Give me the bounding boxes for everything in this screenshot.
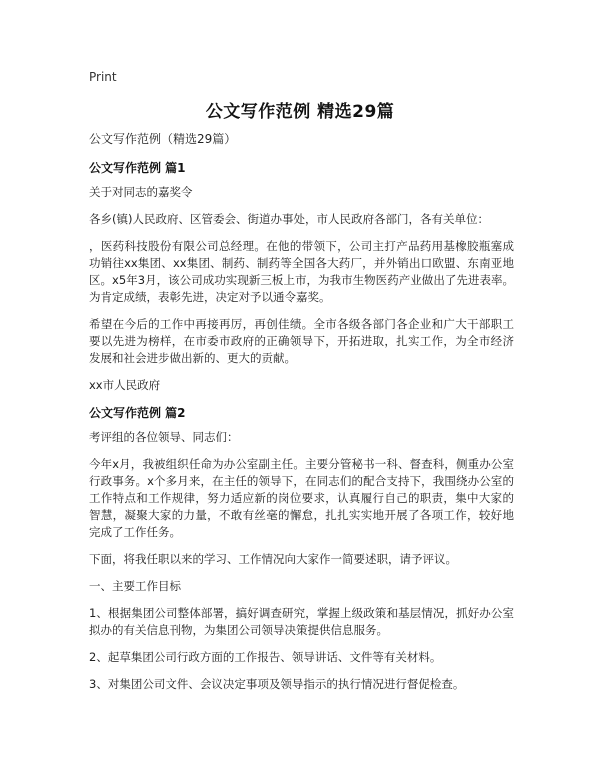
paragraph: 下面，将我任职以来的学习、工作情况向大家作一简要述职，请予评议。 bbox=[89, 552, 457, 566]
paragraph: xx市人民政府 bbox=[89, 378, 161, 392]
paragraph: 各乡(镇)人民政府、区管委会、街道办事处，市人民政府各部门，各有关单位： bbox=[89, 212, 489, 226]
paragraph: 希望在今后的工作中再接再厉，再创佳绩。全市各级各部门各企业和广大干部职工要以先进为榜样，在市委市政府的正确领导下，开拓进取，扎实工作，为全市经济发展和社会进步做出新的、更大的贡献。 bbox=[89, 317, 514, 365]
document-body bbox=[89, 130, 514, 703]
paragraph: 今年x月，我被组织任命为办公室副主任。主要分管秘书一科、督查科，侧重办公室行政事务。x个多月来，在主任的领导下，在同志们的配合支持下，我围绕办公室的工作特点和工作规律，努力适应新的岗位要求，认真履行自己的职责，集中大家的智慧，凝聚大家的力量，不敢有丝毫的懈怠，扎扎实实地开展了各项工作，较好地完成了工作任务。 bbox=[89, 457, 514, 539]
print-label[interactable]: Print bbox=[89, 70, 117, 84]
paragraph: ，医药科技股份有限公司总经理。在他的带领下，公司主打产品药用基橡胶瓶塞成功销往xx集团、xx集团、制药、制药等全国各大药厂，并外销出口欧盟、东南亚地区。x5年3月，该公司成功实现新三板上市，为我市生物医药产业做出了先进表率。为肯定成绩，表彰先进，决定对予以通令嘉奖。 bbox=[89, 239, 514, 304]
paragraph: 2、起草集团公司行政方面的工作报告、领导讲话、文件等有关材料。 bbox=[89, 650, 442, 664]
document-subtitle: 公文写作范例（精选29篇） bbox=[89, 132, 237, 146]
document-title: 公文写作范例 精选29篇 bbox=[205, 102, 395, 122]
section-heading-2: 公文写作范例 篇2 bbox=[89, 406, 186, 420]
paragraph: 一、主要工作目标 bbox=[89, 579, 181, 593]
section-heading-1: 公文写作范例 篇1 bbox=[89, 161, 186, 175]
paragraph: 关于对同志的嘉奖令 bbox=[89, 185, 193, 199]
paragraph: 1、根据集团公司整体部署，搞好调查研究，掌握上级政策和基层情况，抓好办公室拟办的有关信息刊物，为集团公司领导决策提供信息服务。 bbox=[89, 606, 514, 637]
paragraph: 考评组的各位领导、同志们： bbox=[89, 430, 239, 444]
paragraph: 3、对集团公司文件、会议决定事项及领导指示的执行情况进行督促检查。 bbox=[89, 677, 465, 691]
